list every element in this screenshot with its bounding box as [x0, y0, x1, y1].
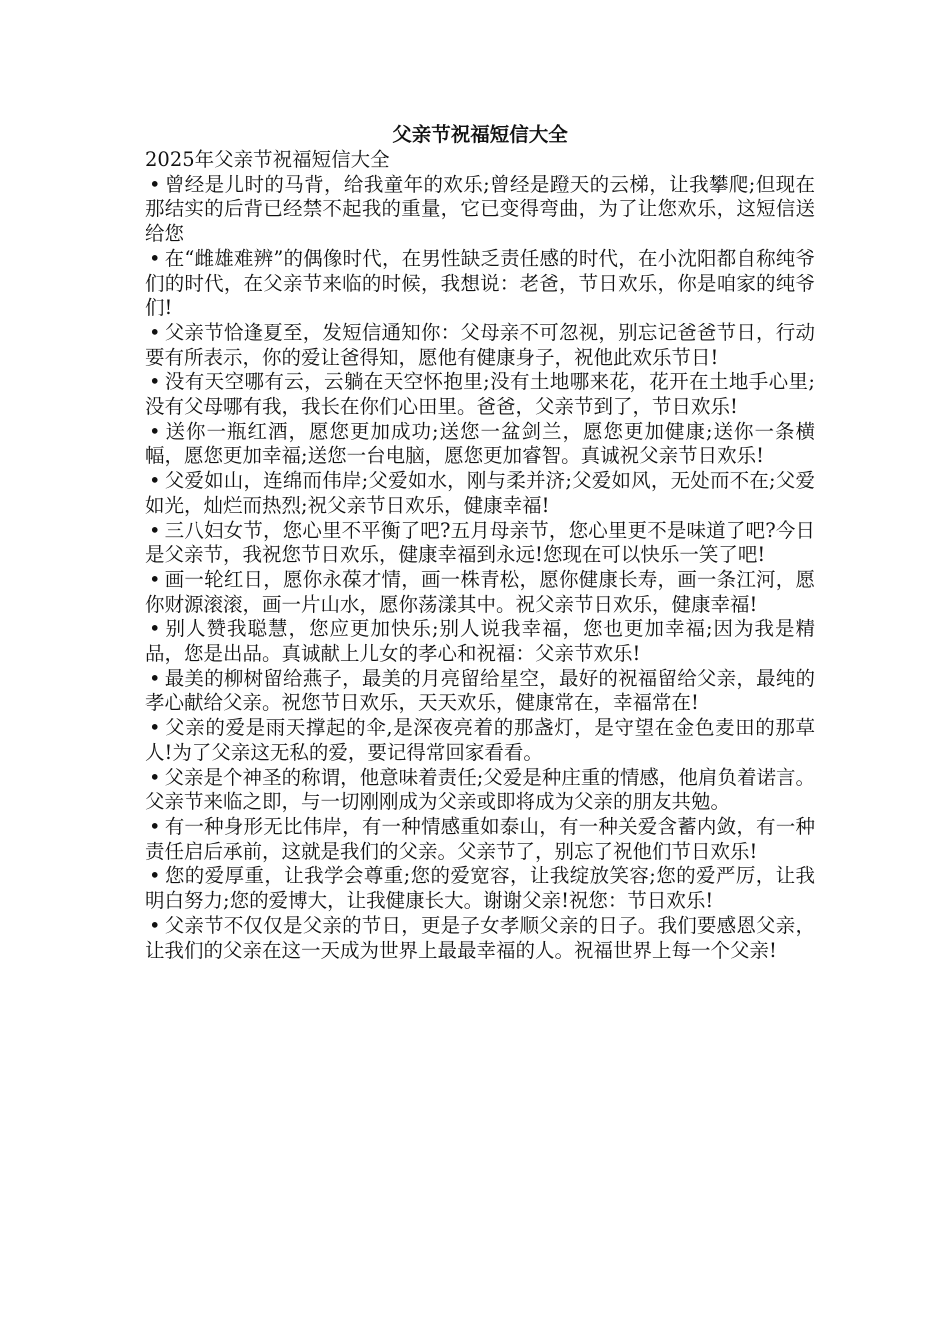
paragraph-text: 没有天空哪有云，云躺在天空怀抱里;没有土地哪来花，花开在土地手心里;没有父母哪有我，我长在你们心田里。爸爸，父亲节到了，节日欢乐! — [145, 370, 815, 419]
message-paragraph — [145, 914, 815, 963]
paragraph-text: 三八妇女节，您心里不平衡了吧?五月母亲节，您心里更不是味道了吧?今日是父亲节，我祝您节日欢乐，健康幸福到永远!您现在可以快乐一笑了吧! — [145, 518, 815, 567]
paragraph-text: 父亲是个神圣的称谓，他意味着责任;父爱是种庄重的情感，他肩负着诺言。父亲节来临之即，与一切刚刚成为父亲或即将成为父亲的朋友共勉。 — [145, 765, 815, 814]
message-paragraph — [145, 469, 815, 518]
message-paragraph — [145, 173, 815, 247]
paragraph-text: 有一种身形无比伟岸，有一种情感重如泰山，有一种关爱含蓄内敛，有一种责任启后承前，这就是我们的父亲。父亲节了，别忘了祝他们节日欢乐! — [145, 814, 815, 863]
message-paragraph — [145, 716, 815, 765]
message-paragraph — [145, 568, 815, 617]
paragraph-text: 您的爱厚重，让我学会尊重;您的爱宽容，让我绽放笑容;您的爱严厉，让我明白努力;您的爱博大，让我健康长大。谢谢父亲!祝您：节日欢乐! — [145, 864, 815, 913]
message-paragraph — [145, 247, 815, 321]
paragraph-text: 最美的柳树留给燕子，最美的月亮留给星空，最好的祝福留给父亲，最纯的孝心献给父亲。祝您节日欢乐，天天欢乐，健康常在，幸福常在! — [145, 666, 815, 715]
paragraph-text: 在“雌雄难辨”的偶像时代，在男性缺乏责任感的时代，在小沈阳都自称纯爷们的时代，在父亲节来临的时候，我想说：老爸，节日欢乐，你是咱家的纯爷们! — [145, 246, 815, 320]
paragraph-text: 别人赞我聪慧，您应更加快乐;别人说我幸福，您也更加幸福;因为我是精品，您是出品。真诚献上儿女的孝心和祝福：父亲节欢乐! — [145, 617, 815, 666]
paragraph-text: 父亲的爱是雨天撑起的伞,是深夜亮着的那盏灯，是守望在金色麦田的那草人!为了父亲这无私的爱，要记得常回家看看。 — [145, 716, 815, 764]
document-body — [145, 122, 815, 963]
message-paragraph — [145, 667, 815, 716]
message-paragraph — [145, 519, 815, 568]
paragraph-text: 父亲节恰逢夏至，发短信通知你：父母亲不可忽视，别忘记爸爸节日，行动要有所表示，你的爱让爸得知，愿他有健康身子，祝他此欢乐节日! — [145, 320, 815, 369]
message-paragraph — [145, 420, 815, 469]
paragraph-text: 父亲节不仅仅是父亲的节日，更是子女孝顺父亲的日子。我们要感恩父亲，让我们的父亲在这一天成为世界上最最幸福的人。祝福世界上每一个父亲! — [145, 913, 815, 962]
paragraph-text: 送你一瓶红酒，愿您更加成功;送您一盆剑兰，愿您更加健康;送你一条横幅，愿您更加幸福;送您一台电脑，愿您更加睿智。真诚祝父亲节日欢乐! — [145, 419, 815, 468]
message-paragraph — [145, 370, 815, 419]
paragraph-text: 画一轮红日，愿你永葆才情，画一株青松，愿你健康长寿，画一条江河，愿你财源滚滚，画一片山水，愿你荡漾其中。祝父亲节日欢乐，健康幸福! — [145, 567, 815, 616]
paragraph-text: 曾经是儿时的马背，给我童年的欢乐;曾经是蹬天的云梯，让我攀爬;但现在那结实的后背已经禁不起我的重量，它已变得弯曲，为了让您欢乐，这短信送给您 — [145, 172, 815, 246]
message-paragraph — [145, 617, 815, 666]
document-subtitle: 2025年父亲节祝福短信大全 — [145, 148, 390, 171]
message-paragraph — [145, 766, 815, 815]
message-paragraph — [145, 321, 815, 370]
document-title: 父亲节祝福短信大全 — [392, 123, 568, 146]
message-paragraph — [145, 815, 815, 864]
paragraph-text: 父爱如山，连绵而伟岸;父爱如水，刚与柔并济;父爱如风，无处而不在;父爱如光，灿烂而热烈;祝父亲节日欢乐，健康幸福! — [145, 469, 815, 517]
message-paragraph — [145, 864, 815, 913]
